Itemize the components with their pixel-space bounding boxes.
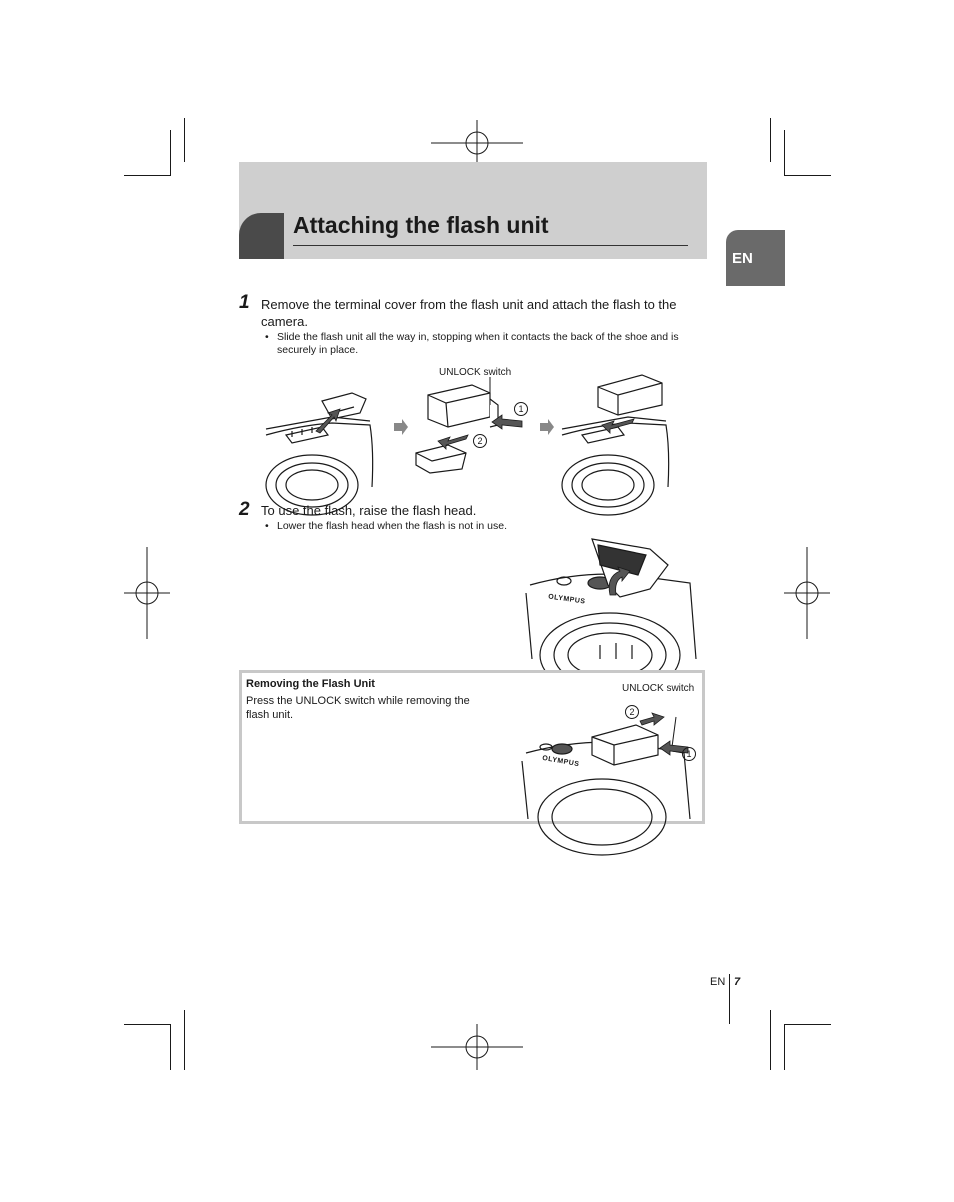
- registration-mark-top: [431, 120, 523, 166]
- sequence-arrow-2: [540, 419, 554, 435]
- camera-brand-label: OLYMPUS: [547, 593, 586, 606]
- title-underline: [293, 245, 688, 246]
- step-2-bullet-text: Lower the flash head when the flash is not in use.: [277, 520, 507, 532]
- unlock-switch-label-1: UNLOCK switch: [439, 367, 512, 378]
- step-2-text: To use the flash, raise the flash head.: [261, 503, 477, 518]
- flash-unit-illustration-middle: [428, 385, 498, 427]
- registration-mark-left: [124, 547, 170, 639]
- step-1-bullet-text: Slide the flash unit all the way in, stopping when it contacts the back of the shoe and is securely in place.: [277, 331, 679, 356]
- sequence-arrow-1: [394, 419, 408, 435]
- figure-attach-flash: [262, 365, 682, 490]
- remove-marker-circle-1: 1: [682, 747, 696, 761]
- removing-box-text-line2: flash unit.: [246, 709, 294, 721]
- terminal-cover-illustration: [322, 393, 366, 419]
- removing-flash-box: [239, 670, 705, 824]
- section-header-tab: [239, 213, 284, 259]
- removing-box-title: Removing the Flash Unit: [246, 678, 375, 690]
- terminal-cover-detached: [416, 445, 466, 473]
- footer-divider: [729, 974, 730, 1024]
- page-number: 7: [734, 976, 741, 988]
- arrow-up-right: [640, 713, 664, 725]
- marker-circle-1: 1: [514, 402, 528, 416]
- step-1-bullet-marker: •: [265, 331, 269, 343]
- step-1-number: 1: [239, 292, 250, 313]
- step-1-text: Remove the terminal cover from the flash unit and attach the flash to the camera.: [261, 297, 677, 329]
- camera-brand-label-2: OLYMPUS: [541, 754, 580, 769]
- removing-box-text-line1: Press the UNLOCK switch while removing the: [246, 695, 470, 707]
- registration-mark-bottom: [431, 1024, 523, 1070]
- unlock-switch-label-2: UNLOCK switch: [622, 683, 695, 694]
- flash-unit-detaching: [592, 725, 658, 765]
- page-title: Attaching the flash unit: [293, 212, 549, 238]
- footer-language: EN: [710, 976, 726, 988]
- remove-marker-circle-2: 2: [625, 705, 639, 719]
- step-2-bullet-marker: •: [265, 520, 269, 532]
- step-2-number: 2: [239, 499, 250, 520]
- flash-unit-illustration-right: [598, 375, 662, 415]
- registration-mark-right: [784, 547, 830, 639]
- language-tab: EN: [726, 230, 785, 286]
- camera-illustration-right: [562, 417, 669, 515]
- arrow-up-left: [316, 409, 340, 433]
- marker-circle-2: 2: [473, 434, 487, 448]
